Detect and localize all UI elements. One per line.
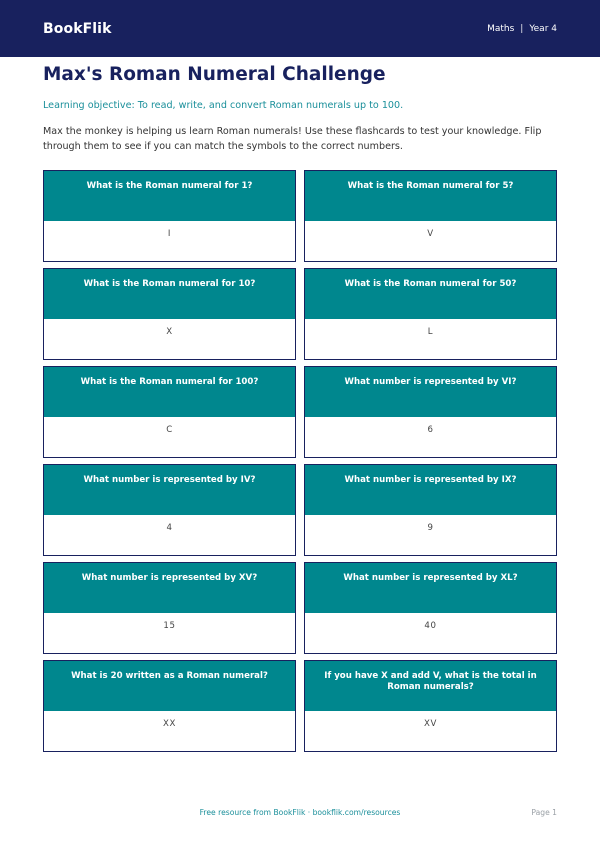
flashcard[interactable]	[43, 464, 296, 556]
learning-objective: Learning objective: To read, write, and convert Roman numerals up to 100.	[43, 100, 404, 111]
page-footer	[0, 808, 600, 820]
flashcard-question: What number is represented by IX?	[305, 465, 556, 515]
flashcard-question: What number is represented by IV?	[44, 465, 295, 515]
footer-credit-link[interactable]: Free resource from BookFlik · bookflik.com/resources	[199, 808, 401, 817]
flashcard-answer: X	[44, 319, 295, 359]
flashcard-question: What is the Roman numeral for 100?	[44, 367, 295, 417]
flashcard-question: What is 20 written as a Roman numeral?	[44, 661, 295, 711]
flashcard-question: What is the Roman numeral for 5?	[305, 171, 556, 221]
flashcard-question: If you have X and add V, what is the total in Roman numerals?	[305, 661, 556, 711]
flashcard[interactable]	[304, 268, 557, 360]
flashcard-question: What number is represented by VI?	[305, 367, 556, 417]
intro-paragraph: Max the monkey is helping us learn Roman numerals! Use these flashcards to test your knowledge. Flip through them to see if you can match the symbols to the correct numbers.	[43, 126, 542, 152]
flashcard-answer: V	[305, 221, 556, 261]
flashcard[interactable]	[304, 562, 557, 654]
flashcard-question: What number is represented by XL?	[305, 563, 556, 613]
flashcard[interactable]	[43, 562, 296, 654]
flashcard-answer: 9	[305, 515, 556, 555]
flashcard[interactable]	[43, 268, 296, 360]
flashcard-grid	[43, 170, 557, 752]
flashcard-question: What is the Roman numeral for 50?	[305, 269, 556, 319]
flashcard-answer: L	[305, 319, 556, 359]
top-header-bar	[0, 0, 600, 57]
breadcrumb	[487, 24, 557, 34]
flashcard[interactable]	[43, 170, 296, 262]
flashcard[interactable]	[304, 366, 557, 458]
flashcard-answer: 4	[44, 515, 295, 555]
breadcrumb-year[interactable]: Year 4	[529, 23, 557, 34]
page-number: Page 1	[531, 808, 557, 817]
flashcard-answer: C	[44, 417, 295, 457]
flashcard-answer: XX	[44, 711, 295, 751]
flashcard[interactable]	[304, 170, 557, 262]
flashcard[interactable]	[43, 660, 296, 752]
breadcrumb-separator: |	[520, 23, 524, 34]
flashcard-answer: XV	[305, 711, 556, 751]
flashcard[interactable]	[304, 660, 557, 752]
brand-logo-text[interactable]: BookFlik	[43, 20, 112, 37]
page-title: Max's Roman Numeral Challenge	[43, 64, 386, 85]
breadcrumb-subject[interactable]: Maths	[487, 23, 515, 34]
flashcard-answer: 15	[44, 613, 295, 653]
flashcard[interactable]	[304, 464, 557, 556]
flashcard[interactable]	[43, 366, 296, 458]
flashcard-answer: I	[44, 221, 295, 261]
flashcard-question: What is the Roman numeral for 10?	[44, 269, 295, 319]
flashcard-answer: 40	[305, 613, 556, 653]
flashcard-question: What number is represented by XV?	[44, 563, 295, 613]
flashcard-answer: 6	[305, 417, 556, 457]
flashcard-question: What is the Roman numeral for 1?	[44, 171, 295, 221]
